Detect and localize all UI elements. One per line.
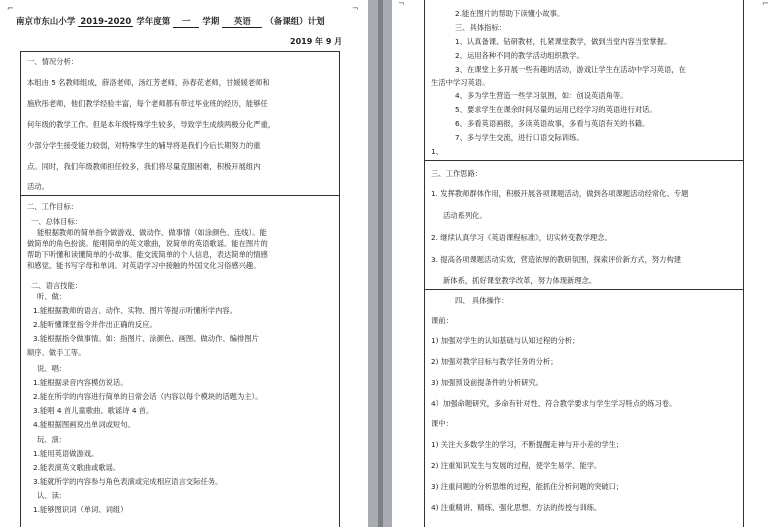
school-year: 2019-2020	[80, 16, 132, 26]
approach-item: 2. 继续认真学习《英语课程标准》，切实转变教学理念。	[431, 233, 612, 242]
play-act-title: 玩、演：	[37, 435, 67, 444]
indicator-item: 7、多与学生交流，进行口语交际训练。	[455, 133, 584, 142]
indicators-title: 三、具体指标：	[455, 23, 507, 32]
section1-line: 何年级的教学工作。但是本年级特殊学生较多，导致学生成绩两极分化严重，	[27, 120, 276, 129]
document-page-right	[392, 0, 777, 527]
in-class-label: 课中：	[431, 419, 453, 428]
work-goals-box	[20, 196, 340, 527]
indicator-item: 5、要求学生在课余时间尽量的运用已经学习的英语进行对话。	[455, 105, 657, 114]
school-name: 南京市东山小学	[16, 16, 76, 26]
read-item: 1.能够图识词（单词、词组）	[33, 505, 128, 514]
approach-item: 1. 发挥教师群体作用，积极开展各项课题活动，做到各项课题活动经常化、专题	[431, 189, 689, 198]
speak-sing-item: 4.能根据图画说出单词或短句。	[33, 420, 135, 429]
work-approach-box	[424, 160, 744, 290]
indicator-item: 生活中学习英语。	[431, 78, 490, 87]
document-page-left	[0, 0, 368, 527]
before-class-label: 课前：	[431, 316, 453, 325]
operation-item: 2) 加强对教学目标与教学任务的分析；	[431, 357, 558, 366]
read-item: 2.能在图片的帮助下读懂小故事。	[455, 9, 565, 18]
indicator-item: 1、认真备课、钻研教材，扎紧课堂教学，做到当堂内容当堂掌握。	[455, 37, 672, 46]
operation-item: 4) 注重精讲、精练、强化思想、方法的传授与训练。	[431, 503, 602, 512]
group-label: （备课组）计划	[265, 16, 325, 26]
subject-name: 英语	[222, 15, 262, 28]
indicator-item: 2、运用各种不同的教学活动组织教学。	[455, 51, 584, 60]
operation-item: 1) 加强对学生的认知基础与认知过程的分析；	[431, 336, 580, 345]
goals-para-line: 和感觉。能书写字母和单词。对英语学习中接触的外国文化习俗感兴趣。	[27, 261, 261, 270]
play-act-item: 2.能表演英文歌曲或歌谣。	[33, 463, 121, 472]
read-title: 认、读：	[37, 491, 67, 500]
indicator-item: 3、在课堂上多开展一些有趣的活动，游戏让学生在活动中学习英语，在	[455, 65, 686, 74]
listen-do-item: 1.能根据教师的语言、动作、实物、图片等提示听懂所学内容。	[33, 306, 237, 315]
speak-sing-title: 说、唱：	[37, 364, 67, 373]
listen-do-title: 听、做：	[37, 292, 67, 301]
approach-item: 3. 提高各项课题活动实效，营造浓厚的教研氛围，探索评价新方式，努力构建	[431, 255, 682, 264]
specific-indicators-box	[424, 0, 744, 161]
speak-sing-item: 3.能唱 4 首儿童歌曲、歌谣诗 4 首。	[33, 406, 154, 415]
plan-date: 2019 年 9 月	[290, 37, 343, 46]
section1-line: 本组由 5 名教师组成，薛洛老师，汤红芳老师，孙春花老师，甘媛媛老师和	[27, 78, 270, 87]
section1-line: 少部分学生接受能力较弱，对特殊学生的辅导将是我们今后长期努力的重	[27, 141, 261, 150]
indicator-item: 6、多看英语画报，多读英语故事，多看与英语有关的书籍。	[455, 119, 650, 128]
term-number: 一	[173, 15, 199, 28]
situation-analysis-box	[20, 51, 340, 196]
section3-title: 三、工作思路：	[431, 169, 483, 178]
goals-para-line: 能根据教师的简单指令做游戏、做动作、做事情（如涂颜色、连线）。能	[37, 228, 267, 237]
language-skills-title: 二、语言技能：	[31, 281, 83, 290]
goals-para-line: 做简单的角色扮演。能唱简单的英文歌曲，说简单的英语歌谣。能在图片的	[27, 239, 268, 248]
play-act-item: 3.能就所学的内容参与角色表演或完成相应语言交际任务。	[33, 477, 223, 486]
play-act-item: 1.能用英语做游戏。	[33, 449, 99, 458]
overall-goals-title: 一、总体目标：	[31, 217, 83, 226]
listen-do-item: 顺序、做手工等。	[27, 348, 86, 357]
margin-mark-top-left: ¬	[398, 0, 405, 8]
section2-title: 二、工作目标：	[27, 202, 79, 211]
operation-item: 3) 加强预设前提条件的分析研究。	[431, 378, 543, 387]
indicator-item: 1、	[431, 147, 443, 156]
margin-mark-top-right: ⌐	[762, 0, 769, 8]
section1-line: 施欣彤老师，他们教学经验丰富，每个老师都有带过毕业班的经历，能够任	[27, 99, 268, 108]
margin-mark-top-right: ¬	[352, 4, 359, 13]
approach-item: 活动系列化。	[443, 211, 487, 220]
speak-sing-item: 1.能根据录音内容模仿说话。	[33, 378, 128, 387]
operation-item: 2) 注重知识发生与发展的过程，使学生易学、能学。	[431, 461, 602, 470]
page-divider	[368, 0, 392, 527]
margin-mark-top-left: ⌐	[7, 4, 14, 13]
speak-sing-item: 2.能在所学的内容进行简单的日常会话（内容以每个模块的话题为主）。	[33, 392, 263, 401]
plan-heading	[16, 15, 356, 28]
operation-item: 1) 关注大多数学生的学习，不断提醒走神与开小差的学生；	[431, 440, 624, 449]
operation-item: 4）加强命题研究，多命有针对性、符合教学要求与学生学习特点的练习卷。	[431, 399, 677, 408]
goals-para-line: 帮助下听懂和读懂简单的小故事。能交流简单的个人信息，表达简单的情感	[27, 250, 268, 259]
term-suffix: 学期	[202, 16, 220, 26]
section1-line: 点。同时，我们年级教师担任较多，我们将尽量克服困难，积极开展组内	[27, 162, 261, 171]
section4-title: 四、 具体操作：	[455, 296, 509, 305]
operation-item: 3) 注重问题的分析思维的过程，能抓住分析问题的突破口；	[431, 482, 624, 491]
section1-line: 活动。	[27, 182, 49, 191]
year-suffix: 学年度第	[136, 16, 171, 26]
listen-do-item: 3.能根据指令做事情。如：指图片、涂颜色、画图、做动作、编排图片	[33, 334, 259, 343]
scroll-strip[interactable]	[378, 0, 383, 527]
section1-title: 一、情况分析：	[27, 57, 79, 66]
approach-item: 新体系，抓好课堂教学改革，努力体现新理念。	[443, 276, 597, 285]
specific-operations-box	[424, 289, 744, 527]
indicator-item: 4、多为学生营造一些学习氛围，如：创设英语角等。	[455, 91, 628, 100]
listen-do-item: 2.能听懂课堂指令并作出正确的反应。	[33, 320, 157, 329]
